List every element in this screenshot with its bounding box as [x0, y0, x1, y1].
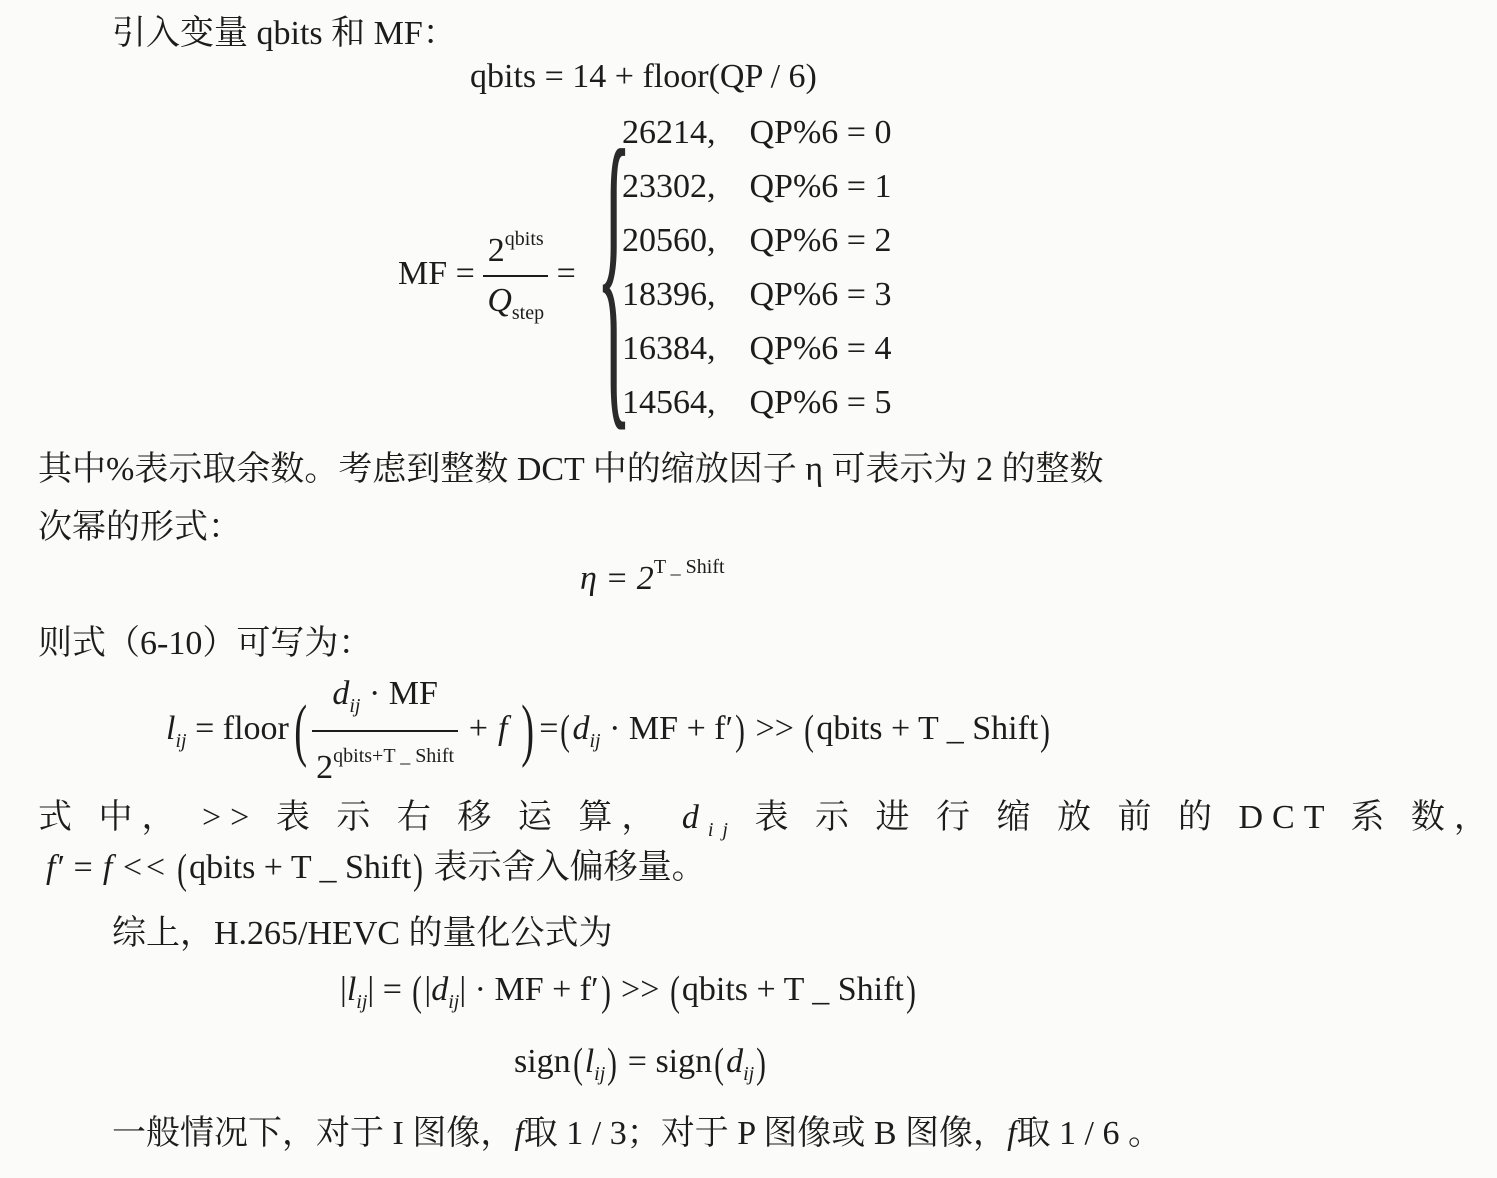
case-row: 26214, QP%6 = 0 — [622, 114, 892, 151]
summary-text: 综上，H.265/HEVC 的量化公式为 — [112, 915, 613, 952]
mf-den-base: Q — [487, 282, 512, 319]
eta-exp: T _ Shift — [653, 556, 725, 578]
mf-num-base: 2 — [487, 232, 505, 269]
abs-equation: $|l_{ij}| = (|d_{ij}|$ · MF + f′) >> (qbits + T _ Shift) — [340, 969, 916, 1015]
intro-text: 引入变量 qbits 和 MF： — [112, 15, 457, 52]
sign-equation: $sign(l_{ij})$ = $sign(d_{ij})$ — [514, 1041, 767, 1087]
case-row: 14564, QP%6 = 5 — [622, 384, 892, 421]
mf-lhs: MF = — [398, 254, 475, 292]
mf-fraction — [483, 215, 548, 337]
lij-equation: $l_{ij}$ = floor( $\frac{d_{ij} \cdot MF}{2^{qbits+T \_ Shift}}$ + f ) $=(d_{ij}$ · MF + f′) >> (qbits + T _ Shift) — [166, 670, 1052, 792]
lij-fraction: $\frac{d_{ij} \cdot MF}{2^{qbits+T \_ Shift}}$ — [312, 670, 458, 792]
para1-line2: 次幂的形式： — [38, 509, 242, 546]
eta-equation — [580, 556, 725, 598]
qbits-equation: qbits = 14 + floor(QP / 6) — [470, 58, 817, 95]
para2: 则式（6-10）可写为： — [38, 625, 373, 662]
left-brace: { — [596, 81, 632, 458]
para3-line2: f′ = f << (qbits + T _ Shift) 表示舍入偏移量。 — [46, 847, 706, 894]
mf-num-exp: qbits — [504, 228, 544, 250]
para1-line1: 其中%表示取余数。考虑到整数 DCT 中的缩放因子 η 可表示为 2 的整数 — [38, 451, 1104, 488]
case-row: 20560, QP%6 = 2 — [622, 222, 892, 259]
mf-den-sub: step — [511, 302, 545, 324]
mf-cases — [622, 106, 891, 430]
final-text: 一般情况下，对于 I 图像，f取 1 / 3；对于 P 图像或 B 图像，f取 1 / 6 。 — [112, 1115, 1162, 1152]
mf-equation-lhs — [398, 215, 576, 337]
eta-lhs: η = 2 — [580, 560, 654, 597]
case-row: 16384, QP%6 = 4 — [622, 330, 892, 367]
mf-eq: = — [556, 254, 576, 292]
case-row: 23302, QP%6 = 1 — [622, 168, 892, 205]
para3-line1: 式 中， >> 表 示 右 移 运 算， $d_{ij}$ 表 示 进 行 缩 放 前 的 DCT 系 数， — [38, 799, 1497, 841]
case-row: 18396, QP%6 = 3 — [622, 276, 892, 313]
